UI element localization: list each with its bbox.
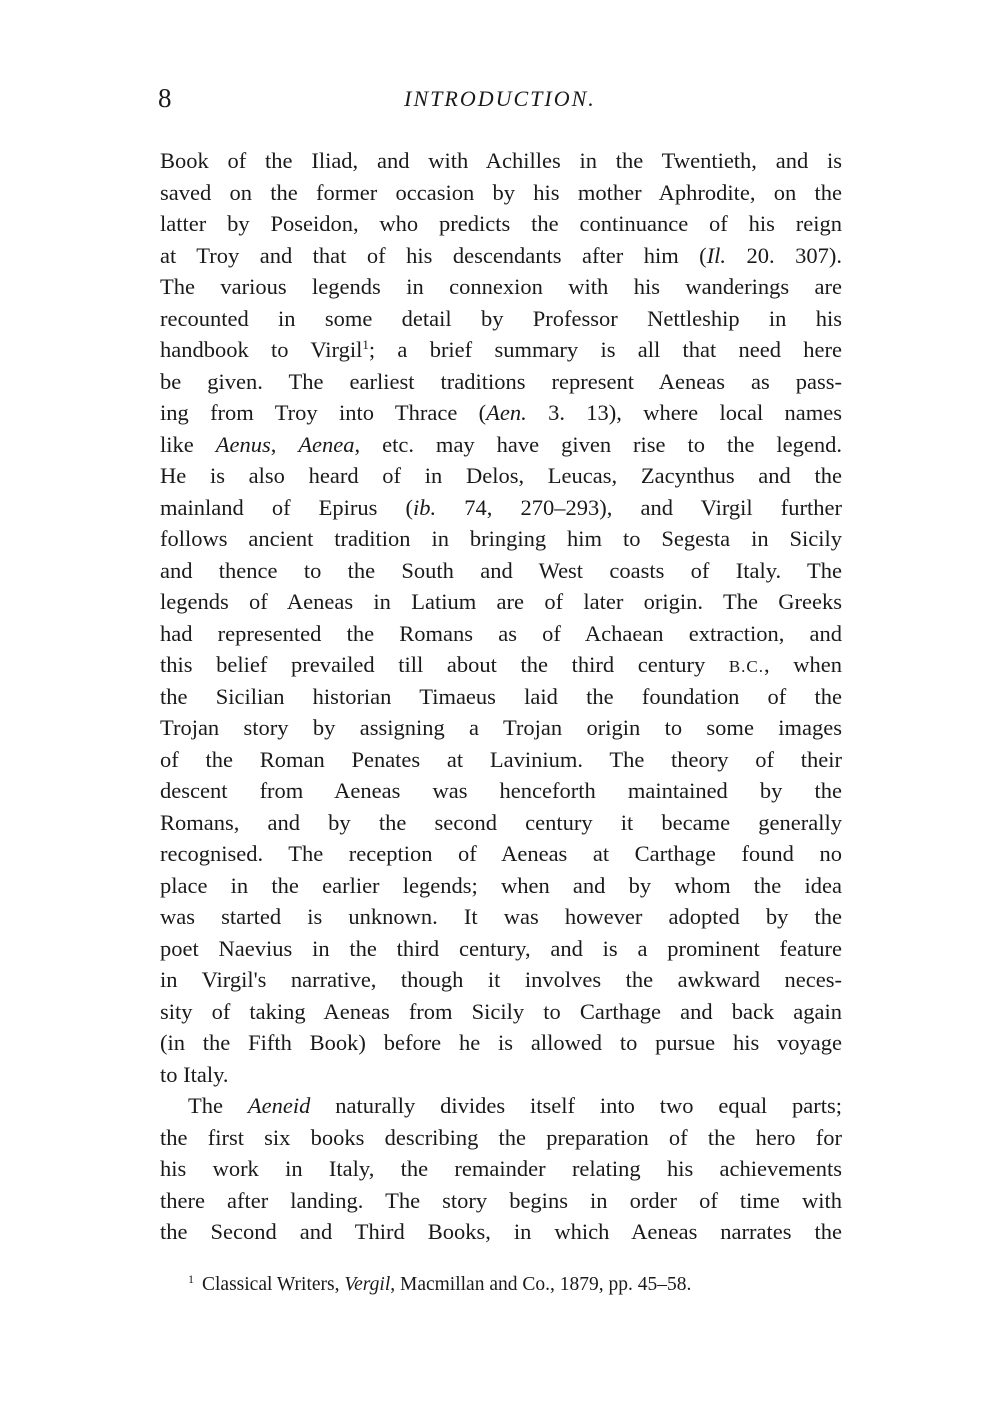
italic-citation: Il.: [706, 242, 727, 268]
italic-citation: ib.: [413, 494, 437, 520]
text-line: had represented the Romans as of Achaean extraction, and: [160, 620, 842, 646]
italic-term: Aenus: [215, 431, 271, 457]
footnote-reference: 1: [362, 337, 369, 352]
running-title: INTRODUCTION.: [404, 86, 596, 111]
text-line: ing from Troy into Thrace (Aen. 3. 13), where local names: [160, 400, 842, 425]
footnote-mark: 1: [188, 1272, 194, 1286]
text-line: Trojan story by assigning a Trojan origin to some images: [160, 715, 842, 740]
text-line: He is also heard of in Delos, Leucas, Zacynthus and the: [160, 463, 842, 488]
text-line: saved on the former occasion by his mother Aphrodite, on the: [160, 179, 842, 205]
text-line: recognised. The reception of Aeneas at Carthage found no: [160, 841, 842, 866]
text-line: (in the Fifth Book) before he is allowed to pursue his voyage: [160, 1030, 842, 1055]
small-caps-era: B.C.: [728, 657, 765, 676]
text-line: to Italy.: [160, 1061, 229, 1087]
text-line: The Aeneid naturally divides itself into two equal parts;: [188, 1093, 842, 1118]
text-line: latter by Poseidon, who predicts the continuance of his reign: [160, 211, 842, 236]
italic-term: Aenea: [298, 431, 355, 457]
italic-title: Vergil: [344, 1274, 391, 1295]
text-line: the Second and Third Books, in which Aeneas narrates the: [160, 1219, 842, 1244]
text-line: descent from Aeneas was henceforth maintained by the: [160, 778, 842, 803]
page-number: 8: [158, 83, 172, 113]
text-line: the first six books describing the preparation of the hero for: [160, 1124, 842, 1150]
text-line: this belief prevailed till about the third century B.C., when: [160, 652, 842, 677]
text-line: be given. The earliest traditions represent Aeneas as pass-: [160, 368, 842, 394]
text-line: handbook to Virgil$^1$; a brief summary is all that need here: [160, 337, 842, 362]
footnote: $^1$ Classical Writers, Vergil, Macmillan and Co., 1879, pp. 45–58.: [188, 1272, 692, 1295]
text-line: mainland of Epirus (ib. 74, 270–293), and Virgil further: [160, 494, 842, 520]
text-line: the Sicilian historian Timaeus laid the foundation of the: [160, 683, 842, 709]
text-line: The various legends in connexion with his wanderings are: [160, 274, 842, 299]
italic-citation: Aen.: [486, 400, 527, 425]
text-line: at Troy and that of his descendants after him (Il. 20. 307).: [160, 242, 842, 268]
text-line: follows ancient tradition in bringing him to Segesta in Sicily: [160, 526, 842, 551]
text-line: legends of Aeneas in Latium are of later origin. The Greeks: [160, 589, 842, 614]
text-line: place in the earlier legends; when and by whom the idea: [160, 872, 842, 898]
italic-title: Aeneid: [247, 1093, 311, 1118]
text-line: like Aenus, Aenea, etc. may have given rise to the legend.: [160, 431, 842, 457]
text-line: sity of taking Aeneas from Sicily to Carthage and back again: [160, 998, 842, 1024]
text-line: was started is unknown. It was however adopted by the: [160, 904, 842, 929]
text-line: of the Roman Penates at Lavinium. The theory of their: [160, 746, 842, 772]
text-line: in Virgil's narrative, though it involves the awkward neces-: [160, 967, 842, 992]
text-line: Romans, and by the second century it became generally: [160, 809, 842, 835]
body-text: [160, 145, 842, 1248]
text-line: poet Naevius in the third century, and is a prominent feature: [160, 935, 842, 961]
text-line: Book of the Iliad, and with Achilles in the Twentieth, and is: [160, 148, 842, 173]
text-line: his work in Italy, the remainder relating his achievements: [160, 1156, 842, 1181]
text-line: and thence to the South and West coasts of Italy. The: [160, 557, 842, 583]
text-line: there after landing. The story begins in order of time with: [160, 1187, 842, 1213]
text-line: recounted in some detail by Professor Nettleship in his: [160, 305, 842, 331]
